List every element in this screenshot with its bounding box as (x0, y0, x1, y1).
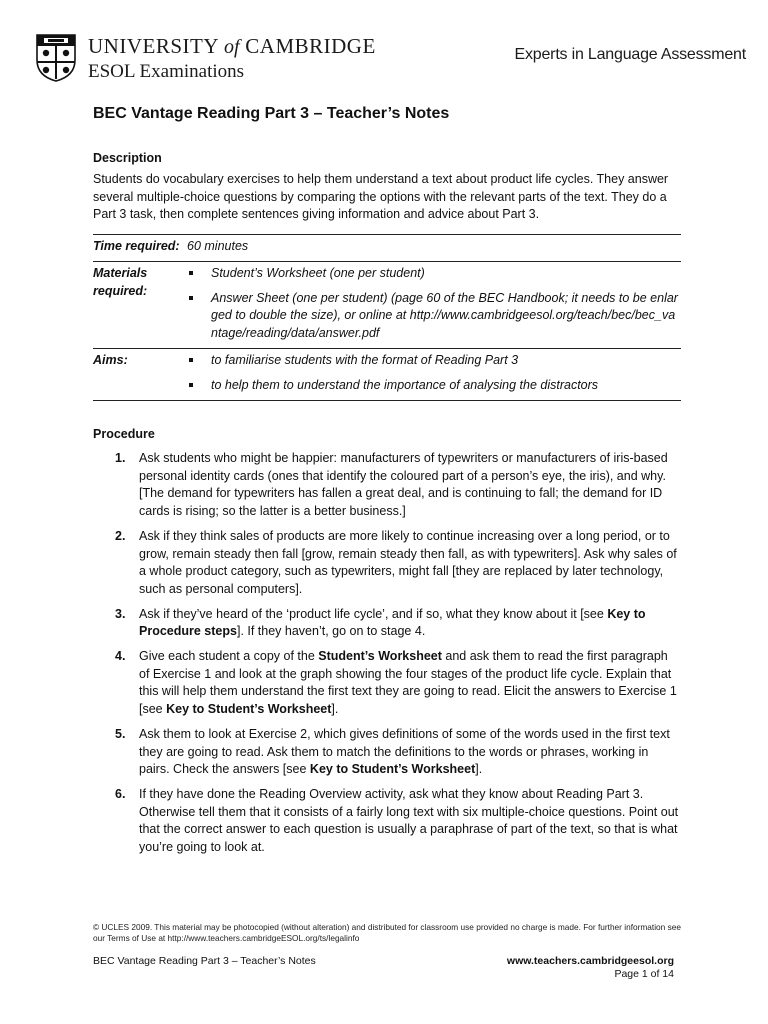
time-value: 60 minutes (187, 238, 249, 253)
aims-label: Aims: (93, 353, 128, 367)
materials-list (187, 265, 681, 342)
time-label: Time required: (93, 238, 180, 253)
aims-list (187, 352, 681, 394)
university-subtitle: ESOL Examinations (88, 61, 245, 82)
footer-title: BEC Vantage Reading Part 3 – Teacher’s Notes (93, 955, 316, 967)
footer-website-link[interactable]: www.teachers.cambridgeesol.org (506, 955, 674, 967)
header-tagline: Experts in Language Assessment (514, 46, 746, 63)
aims-row (93, 349, 681, 401)
description-text: Students do vocabulary exercises to help them understand a text about product life cycles. They answer several multiple-choice questions by comparing the options with the relevant parts of the text. They do a Part 3 task, then complete sentences giving information and advice about Part 3. (93, 172, 669, 221)
procedure-step-6: 6. If they have done the Reading Overview activity, ask what they know about Reading Part 3. Otherwise tell them that it consists of a fairly long text with six multiple-choice questions. Point out that the correct answer to each question is usually a paraphrase of part of the text, so that is what you’re going to look at. (115, 786, 679, 855)
list-item: Student’s Worksheet (one per student) (187, 265, 681, 283)
footer-right (507, 955, 674, 981)
procedure-heading: Procedure (93, 427, 155, 441)
procedure-step-1: 1. Ask students who might be happier: manufacturers of typewriters or manufacturers of iris-based personal identity cards (ones that identify the coloured part of a person’s eye, the iris), and why. [The demand for typewriters has fallen a great deal, and is continuing to fall; the demand for ID cards is rising; so the latter is a better business.] (115, 451, 668, 519)
page-title: BEC Vantage Reading Part 3 – Teacher’s Notes (93, 105, 450, 122)
materials-row (93, 262, 681, 349)
description-heading: Description (93, 151, 162, 165)
time-row (93, 234, 681, 262)
info-table (93, 234, 681, 402)
list-item: to help them to understand the importance of analysing the distractors (187, 377, 681, 395)
document-body (93, 104, 681, 864)
procedure-step-5: 5. Ask them to look at Exercise 2, which gives definitions of some of the words used in the first text they are going to read. Ask them to match the definitions to the words or phrases, working in pairs. Check the answers [see Key to Student’s Worksheet]. (115, 726, 670, 777)
list-item: Answer Sheet (one per student) (page 60 of the BEC Handbook; it needs to be enlarged to double the size), or online at http://www.cambridgeesol.org/teach/bec/bec_vantage/reading/data/answer.pdf (187, 290, 681, 343)
page-header (36, 32, 746, 84)
procedure-step-3: 3. Ask if they’ve heard of the ‘product life cycle’, and if so, what they know about it [see Key to Procedure steps]. If they haven’t, go on to stage 4. (115, 606, 646, 639)
page-number: Page 1 of 14 (614, 968, 674, 980)
procedure-step-4: 4. Give each student a copy of the Student’s Worksheet and ask them to read the first paragraph of Exercise 1 and look at the graph showing the four stages of the product life cycle. Explain that this will help them understand the first text they are going to read. Elicit the answers to Exercise 1 [see Key to Student’s Worksheet]. (115, 649, 677, 717)
list-item: to familiarise students with the format of Reading Part 3 (187, 352, 681, 370)
materials-label: Materials required: (93, 266, 148, 298)
copyright-notice: © UCLES 2009. This material may be photocopied (without alteration) and distributed for classroom use provided no charge is made. For further information see our Terms of Use at http://www.teachers.cambridgeESOL.org/ts/legalinfo (93, 922, 681, 943)
university-name: UNIVERSITY of CAMBRIDGE (88, 34, 376, 58)
procedure-steps (93, 450, 681, 857)
university-crest-icon (36, 34, 76, 82)
procedure-step-2: 2. Ask if they think sales of products are more likely to continue increasing over a long period, or to grow, remain steady then fall [grow, remain steady then fall, as with typewriters]. Ask why sales of a whole product category, such as typewriters, might fall [they are replaced by later technology, such as personal computers]. (115, 528, 677, 596)
